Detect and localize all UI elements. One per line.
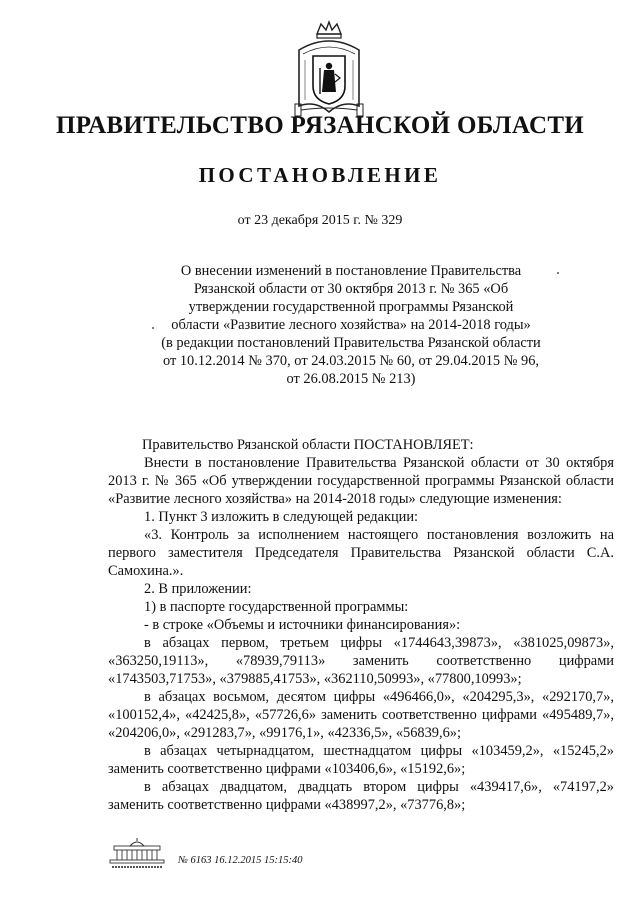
body-paragraph: «3. Контроль за исполнением настоящего постановления возложить на первого заместителя Председателя Правительства Рязанской области С.А. Самохина.».: [108, 527, 614, 579]
subject-line: области «Развитие лесного хозяйства» на 2014-2018 годы»: [171, 317, 531, 333]
body-paragraph: в абзацах четырнадцатом, шестнадцатом цифры «103459,2», «15245,2» заменить соответственно цифрами «103406,6», «15192,6»;: [108, 743, 614, 777]
body-paragraph: 1) в паспорте государственной программы:: [144, 599, 409, 615]
subject-line: (в редакции постановлений Правительства Рязанской области: [161, 335, 541, 351]
document-body: [108, 436, 614, 814]
subject-line: от 26.08.2015 № 213): [286, 371, 416, 387]
subject-line: от 10.12.2014 № 370, от 24.03.2015 № 60, от 29.04.2015 № 96,: [162, 353, 540, 369]
document-type: ПОСТАНОВЛЕНИЕ: [198, 163, 442, 187]
subject-line: Рязанской области от 30 октября 2013 г. № 365 «Об: [193, 281, 509, 297]
body-paragraph: 1. Пункт 3 изложить в следующей редакции:: [144, 509, 419, 525]
body-paragraph: в абзацах восьмом, десятом цифры «496466,0», «204295,3», «292170,7», «100152,4», «42425,8», «57726,6» заменить соответственно цифрами «495489,7», «204206,0», «291283,7», «99176,1», «42336,5», «56839,6»;: [108, 689, 614, 741]
registration-stamp: № 6163 16.12.2015 15:15:40: [178, 855, 303, 866]
body-paragraph: - в строке «Объемы и источники финансирования»:: [144, 617, 461, 633]
body-paragraph: 2. В приложении:: [144, 581, 252, 597]
scan-speck: [557, 272, 559, 274]
body-paragraph: в абзацах двадцатом, двадцать втором цифры «439417,6», «74197,2» заменить соответственно цифрами «438997,2», «73776,8»;: [108, 779, 614, 813]
coat-of-arms-icon: [293, 20, 365, 120]
subject-line: О внесении изменений в постановление Правительства: [180, 263, 522, 279]
subject-line: утверждении государственной программы Рязанской: [188, 299, 514, 315]
government-title: ПРАВИТЕЛЬСТВО РЯЗАНСКОЙ ОБЛАСТИ: [55, 112, 585, 139]
document-date-number: от 23 декабря 2015 г. № 329: [237, 213, 403, 228]
body-paragraph: в абзацах первом, третьем цифры «1744643,39873», «381025,09873», «363250,19113», «78939,79113» заменить соответственно цифрами «1743503,71753», «379885,41753», «362110,50993», «77800,10993»;: [108, 635, 614, 687]
document-subject: [156, 262, 546, 388]
body-paragraph: Внести в постановление Правительства Рязанской области от 30 октября 2013 г. № 365 «Об утверждении государственной программы Рязанской области «Развитие лесного хозяйства» на 2014-2018 годы» следующие изменения:: [108, 455, 614, 507]
scan-speck: [152, 327, 154, 329]
government-building-icon: [108, 838, 166, 870]
resolution-preamble: Правительство Рязанской области ПОСТАНОВЛЯЕТ:: [142, 437, 474, 453]
